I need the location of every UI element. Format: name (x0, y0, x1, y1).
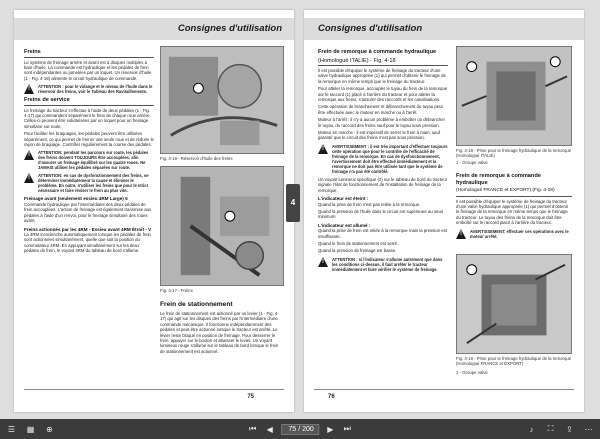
frein-avant-text: Commande hydraulique par l'intermédiaire des deux pédales de frein accouplées. L'action de freinage est également transmise aux pédales à l'aide d'un renvoi, pour le freinage simultané des roues avant. (24, 201, 152, 224)
warning-icon (318, 144, 329, 154)
remorque-fr-text: Il est possible d'équiper le système de freinage du tracteur d'une valve hydraulique appropriée (1) qui permet d'obtenir le freinage de la remorque en même temps que le freinage du tracteur. Le tuyau des freins de la remorque doit être emboîté sur le raccord placé à l'arrière du tracteur. (456, 198, 569, 226)
service-text-1: Le freinage du tracteur s'effectue à l'aide de deux pédales (1 - Fig. 4-17) qui commandent séparément le frein de chaque roue arrière. Celles-ci peuvent être solidarisées par un loquet pour un freinage simultané sur route. (24, 107, 151, 129)
figure-legend: 1 - Groupe valve (456, 370, 488, 375)
page-indicator[interactable] (281, 424, 319, 435)
remorque-it-text-3: Cette opération de branchement et débranchement du tuyau peut être effectuée avec le moteur en marche ou à l'arrêt. (318, 104, 443, 115)
figure-valve-photo-2 (456, 254, 572, 354)
toolbar-right-group (526, 424, 594, 435)
chapter-tab: 4 (286, 184, 300, 222)
warning-text: ATTENTION : si l'indicateur s'allume autrement que dans les conditions ci-dessus, il faut arrêter le tracteur immédiatement et faire vérifier le système de freinage. (332, 256, 443, 272)
last-page-icon[interactable]: ⏭ (343, 424, 351, 433)
remorque-it-text-2: Pour atteler la remorque, accoupler le tuyau du frein de la remorque sur le raccord (1) placé à l'arrière du tracteur et pour atteler la remorque aux freins, s'assurer des raccords et les canalisations. (318, 86, 448, 103)
previous-page-icon[interactable]: ◀ (266, 424, 273, 434)
stationnement-section (160, 298, 284, 356)
left-page-header (14, 18, 294, 40)
list-item: Quand la prise de frein n'est pas reliée à la remorque. (318, 201, 421, 207)
more-icon[interactable]: ⋯ (584, 424, 593, 434)
warning-text: ATTENTION: pendant les parcours sur route, les pédales des freins doivent TOUJOURS être accouplées, afin d'assurer un freinage équilibré sur les quatre roues. Ne JAMAIS utiliser les pédales séparées sur route. (38, 150, 149, 171)
stationnement-title: Frein de stationnement (160, 301, 233, 308)
toolbar-left-group (6, 424, 55, 435)
warning-box (24, 84, 154, 94)
bullet-item: Moteur à l'arrêt : il n'y a aucun problème à emboîter ou débrancher le tuyau, du raccord des freins sauf pour le tuyau sous pression. (318, 117, 446, 128)
stationnement-text: Le frein de stationnement est actionné par un levier (1 - Fig. 4-17) qui agit sur les disques des freins par l'intermédiaire d'une commande mécanique. Il fonctionne indépendamment des pédales et peut être actionné lorsque le tracteur est arrêté. Le levier reste bloqué en position de freinage. Pour desserrer le frein, appuyer sur le bouton et abaisser le levier. Un voyant lumineux rouge s'allume sur le tableau de bord lorsque le frein de stationnement est actionné. (160, 311, 279, 354)
remorque-fr-title: Frein de remorque à commande hydraulique (456, 173, 541, 186)
warning-box (318, 144, 448, 174)
bullet-item: Moteur en marche : il est impératif de serrer le frein à main, sauf garantir que le circuit des freins n'est pas sous pression. (318, 130, 441, 141)
frein-4rm-title: Freins actionnés par les 4RM - Essieu avant 4RM Étroit - V (24, 226, 152, 232)
page-number: 76 (328, 394, 335, 400)
total-pages: / 200 (298, 425, 314, 433)
warning-box (318, 257, 448, 272)
figure-caption: Fig. 4-19 - Réservoir d'huile des freins (160, 156, 233, 161)
footer-line (314, 389, 574, 390)
warning-icon (24, 173, 35, 183)
page-number: 75 (247, 394, 254, 400)
remorque-fr-subtitle: (Homologué FRANCE et EXPORT) (Fig. 4-18) (456, 188, 572, 197)
service-text-2: Pour faciliter les braquages, les pédales peuvent être utilisées séparément, ce qui permet de freiner une seule roue et de réduire le rayon de braquage. Contrôler régulièrement la course des pédales. (24, 131, 154, 148)
list-item: Quand la pression de freinage est basse. (318, 248, 397, 254)
share-icon[interactable]: ⇪ (566, 424, 573, 434)
warning-text: ATTENTION : pour le vidange et le niveau de l'huile dans le réservoir des freins, voir le Tableau des Ravitaillements. (38, 84, 153, 95)
warning-icon (318, 257, 329, 267)
remorque-it-subtitle: (Homologué ITALIE) - Fig. 4-18 (318, 58, 448, 67)
freins-text: Le système de freinage arrière et avant est à disques multiples à bain d'huile. La commande est hydraulique et les pédales de frein sont indépendantes ou jumelées par un loquet. Un réservoir d'huile (1 - Fig. 4-19) alimente le circuit hydraulique de commande. (24, 59, 152, 81)
grid-view-icon[interactable]: ▦ (26, 424, 35, 434)
page-navigation (247, 424, 353, 435)
sound-icon[interactable]: ♪ (529, 424, 534, 434)
right-page-title: Consignes d'utilisation (318, 23, 423, 34)
warning-box (456, 229, 572, 239)
warning-text: AVERTISSEMENT : il est très important d'effectuer toujours cette opération que pour le contrôle de l'efficacité de freinage de la remorque. En cas de dysfonctionnement, l'avertissement doit être effectué immédiatement et la remorque ne doit pas être utilisée tant que le système de freinage n'a pas été contrôlé. (332, 143, 448, 174)
first-page-icon[interactable]: ⏮ (249, 424, 257, 433)
figure-reservoir-photo (160, 46, 284, 154)
frein-4rm-text: La 4RM s'enclenche automatiquement lorsque les pédales de frein sont actionnées simultanément, quelle que soit la position du commutateur 4RM. En appuyant simultanément sur les deux pédales de frein, le voyant 4RM du tableau de bord s'allume. (24, 231, 151, 254)
warning-box (24, 173, 154, 193)
left-page (14, 10, 294, 412)
voyant-off-heading: L'indicateur est éteint : (318, 196, 369, 202)
list-item: Quand le frein de stationnement est serré. (318, 240, 399, 246)
figure-caption: Fig. 4-18 - Prise pour le freinage hydraulique de la remorque (Homologué ITALIE) (456, 148, 572, 158)
figure-caption: Fig. 4-19 - Prise pour le freinage hydraulique de la remorque (Homologué FRANCE et EXPORT) (456, 356, 572, 366)
remorque-fr-section (456, 170, 572, 242)
warning-text: AVERTISSEMENT: effectuer ces opérations avec le moteur arrêté. (470, 228, 569, 239)
figure-caption: Fig. 4-17 - Freins (160, 288, 193, 293)
viewer-toolbar (0, 419, 600, 439)
warning-text: ATTENTION: en cas de dysfonctionnement des freins, se déterminer immédiatement la cause et éliminer le problème. En outre, n'utiliser les freins que pour le strict nécessaire et faire réviser le frein au plus vite. (38, 173, 149, 194)
right-page (304, 10, 584, 412)
next-page-icon[interactable]: ▶ (327, 424, 334, 434)
list-item: Quand la prise de frein est reliée à la remorque mais la pression est insuffisante. (318, 228, 447, 239)
voyant-on-heading: L'indicateur est allumé : (318, 222, 371, 228)
list-item: Quand la pression de l'huile dans le circuit est supérieure au seuil minimum. (318, 208, 443, 220)
service-title: Freins de service (24, 97, 154, 106)
left-page-title: Consignes d'utilisation (177, 23, 282, 34)
warning-icon (24, 150, 35, 160)
figure-freins-photo (160, 166, 284, 286)
fullscreen-icon[interactable]: ⛶ (547, 424, 554, 433)
figure-legend: 1 - Groupe valve (456, 160, 488, 165)
figure-valve-photo (456, 46, 572, 146)
frein-avant-title: Freinage avant (seulement essieu 4RM Large) 5 (24, 196, 128, 202)
current-page[interactable]: 75 (288, 425, 297, 433)
right-page-header (304, 18, 584, 40)
voyant-text: Un voyant lumineux spécifique (2) sur le tableau de bord du tracteur signale l'état de fonctionnement de l'installation de freinage de la remorque. (318, 176, 448, 193)
menu-icon[interactable]: ☰ (7, 424, 16, 434)
zoom-in-icon[interactable]: ⊕ (46, 424, 53, 434)
right-column (318, 46, 448, 275)
remorque-it-title: Frein de remorque à commande hydraulique (318, 49, 437, 55)
remorque-it-text-1: Il est possible d'équiper le système de freinage du tracteur d'une valve hydraulique appropriée (1) qui permet d'obtenir le freinage de la remorque en même temps que le freinage du tracteur. (318, 68, 446, 84)
freins-title: Freins (24, 49, 154, 58)
warning-icon (24, 84, 35, 94)
warning-icon (456, 229, 467, 239)
left-column (24, 46, 154, 256)
footer-line (24, 389, 284, 390)
warning-box (24, 150, 154, 170)
